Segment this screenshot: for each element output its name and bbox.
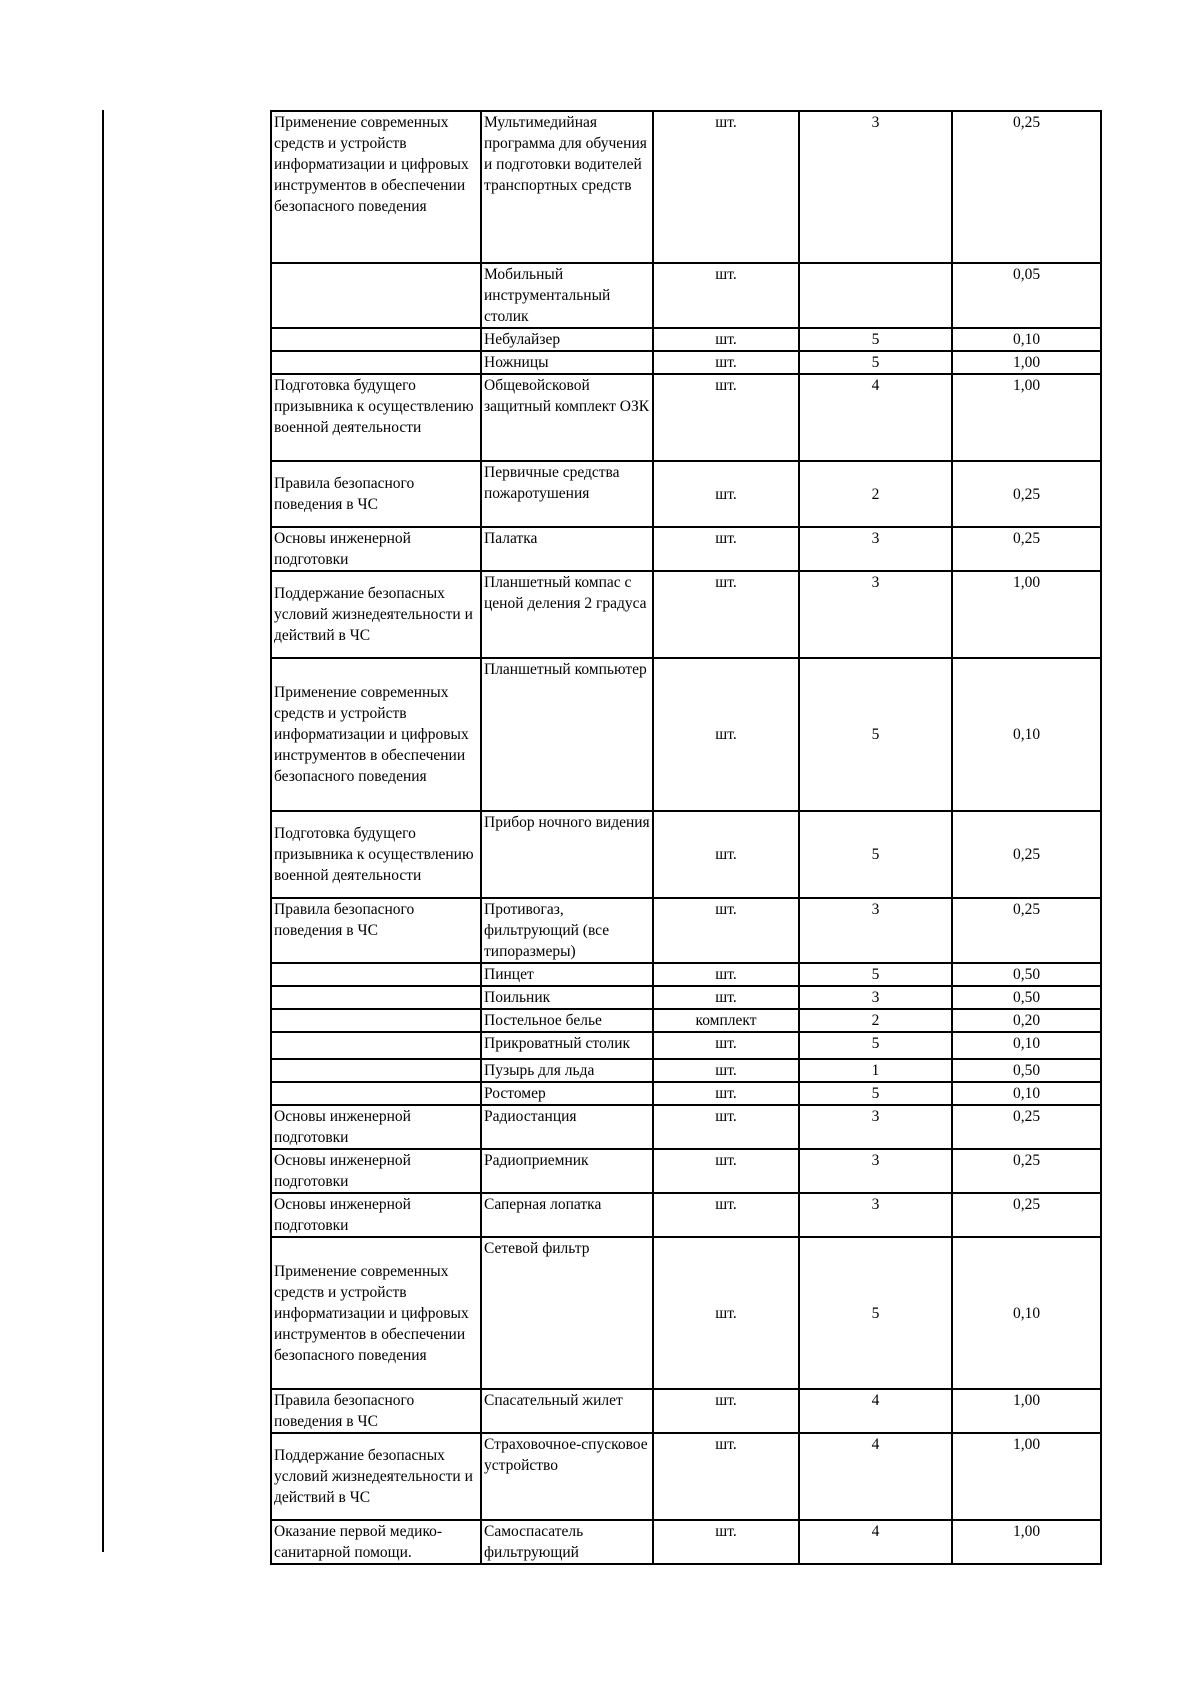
- cell-quantity: 1: [799, 1059, 952, 1082]
- cell-section: Правила безопасного поведения в ЧС: [271, 1389, 481, 1433]
- cell-quantity: [799, 263, 952, 328]
- cell-coefficient: 0,25: [952, 527, 1101, 571]
- cell-section: Применение современных средств и устройств информатизации и цифровых инструментов в обеспечении безопасного поведения: [271, 658, 481, 811]
- cell-quantity: 5: [799, 1237, 952, 1389]
- cell-coefficient: 1,00: [952, 571, 1101, 658]
- cell-quantity: 3: [799, 986, 952, 1009]
- table-row: [271, 351, 1101, 374]
- cell-section: Основы инженерной подготовки: [271, 1149, 481, 1193]
- cell-coefficient: 0,05: [952, 263, 1101, 328]
- table-row: [271, 1520, 1101, 1564]
- equipment-table-body: [271, 111, 1101, 1564]
- cell-section: [271, 1082, 481, 1105]
- cell-item: Саперная лопатка: [481, 1193, 653, 1237]
- cell-section: [271, 1009, 481, 1032]
- cell-section: Правила безопасного поведения в ЧС: [271, 898, 481, 963]
- table-row: [271, 111, 1101, 263]
- cell-item: Небулайзер: [481, 328, 653, 351]
- cell-item: Радиоприемник: [481, 1149, 653, 1193]
- cell-unit: шт.: [653, 1433, 799, 1520]
- cell-item: Прикроватный столик: [481, 1032, 653, 1059]
- cell-coefficient: 0,10: [952, 658, 1101, 811]
- cell-section: Поддержание безопасных условий жизнедеятельности и действий в ЧС: [271, 1433, 481, 1520]
- table-row: [271, 1389, 1101, 1433]
- cell-section: [271, 963, 481, 986]
- table-row: [271, 527, 1101, 571]
- cell-unit: комплект: [653, 1009, 799, 1032]
- cell-section: [271, 1032, 481, 1059]
- cell-coefficient: 1,00: [952, 1433, 1101, 1520]
- cell-coefficient: 0,25: [952, 111, 1101, 263]
- cell-unit: шт.: [653, 1389, 799, 1433]
- cell-unit: шт.: [653, 571, 799, 658]
- margin-rule: [102, 110, 104, 1552]
- table-row: [271, 328, 1101, 351]
- cell-unit: шт.: [653, 986, 799, 1009]
- table-row: [271, 1009, 1101, 1032]
- cell-item: Постельное белье: [481, 1009, 653, 1032]
- cell-section: [271, 328, 481, 351]
- table-row: [271, 986, 1101, 1009]
- cell-unit: шт.: [653, 1193, 799, 1237]
- cell-item: Поильник: [481, 986, 653, 1009]
- cell-item: Палатка: [481, 527, 653, 571]
- cell-coefficient: 0,10: [952, 328, 1101, 351]
- table-row: [271, 1193, 1101, 1237]
- table-row: [271, 1082, 1101, 1105]
- cell-item: Пузырь для льда: [481, 1059, 653, 1082]
- cell-quantity: 3: [799, 571, 952, 658]
- cell-section: Применение современных средств и устройств информатизации и цифровых инструментов в обеспечении безопасного поведения: [271, 111, 481, 263]
- table-row: [271, 1105, 1101, 1149]
- cell-section: Основы инженерной подготовки: [271, 1105, 481, 1149]
- table-row: [271, 1149, 1101, 1193]
- cell-item: Планшетный компас с ценой деления 2 градуса: [481, 571, 653, 658]
- cell-quantity: 4: [799, 1520, 952, 1564]
- cell-coefficient: 1,00: [952, 1389, 1101, 1433]
- cell-quantity: 3: [799, 527, 952, 571]
- cell-item: Самоспасатель фильтрующий: [481, 1520, 653, 1564]
- cell-coefficient: 1,00: [952, 351, 1101, 374]
- cell-coefficient: 0,10: [952, 1237, 1101, 1389]
- table-row: [271, 263, 1101, 328]
- cell-coefficient: 0,10: [952, 1082, 1101, 1105]
- cell-unit: шт.: [653, 461, 799, 527]
- cell-item: Радиостанция: [481, 1105, 653, 1149]
- cell-coefficient: 0,25: [952, 1193, 1101, 1237]
- cell-coefficient: 0,50: [952, 1059, 1101, 1082]
- cell-coefficient: 0,10: [952, 1032, 1101, 1059]
- cell-section: [271, 1059, 481, 1082]
- cell-section: Подготовка будущего призывника к осуществлению военной деятельности: [271, 811, 481, 898]
- table-row: [271, 571, 1101, 658]
- equipment-table: [270, 110, 1102, 1565]
- cell-quantity: 3: [799, 111, 952, 263]
- cell-quantity: 3: [799, 1149, 952, 1193]
- cell-item: Мобильный инструментальный столик: [481, 263, 653, 328]
- cell-item: Противогаз, фильтрующий (все типоразмеры): [481, 898, 653, 963]
- cell-unit: шт.: [653, 111, 799, 263]
- cell-unit: шт.: [653, 1032, 799, 1059]
- cell-item: Общевойсковой защитный комплект ОЗК: [481, 374, 653, 461]
- cell-unit: шт.: [653, 1149, 799, 1193]
- cell-coefficient: 0,25: [952, 1149, 1101, 1193]
- table-row: [271, 658, 1101, 811]
- cell-quantity: 3: [799, 898, 952, 963]
- cell-item: Ножницы: [481, 351, 653, 374]
- table-row: [271, 963, 1101, 986]
- cell-coefficient: 1,00: [952, 374, 1101, 461]
- cell-unit: шт.: [653, 811, 799, 898]
- cell-item: Планшетный компьютер: [481, 658, 653, 811]
- cell-coefficient: 1,00: [952, 1520, 1101, 1564]
- cell-quantity: 5: [799, 1082, 952, 1105]
- cell-unit: шт.: [653, 351, 799, 374]
- cell-item: Пинцет: [481, 963, 653, 986]
- cell-coefficient: 0,50: [952, 986, 1101, 1009]
- cell-unit: шт.: [653, 527, 799, 571]
- cell-section: Правила безопасного поведения в ЧС: [271, 461, 481, 527]
- cell-quantity: 5: [799, 351, 952, 374]
- cell-unit: шт.: [653, 963, 799, 986]
- cell-quantity: 5: [799, 328, 952, 351]
- cell-quantity: 3: [799, 1105, 952, 1149]
- cell-quantity: 4: [799, 374, 952, 461]
- cell-item: Сетевой фильтр: [481, 1237, 653, 1389]
- table-row: [271, 1237, 1101, 1389]
- cell-quantity: 5: [799, 1032, 952, 1059]
- cell-coefficient: 0,20: [952, 1009, 1101, 1032]
- cell-unit: шт.: [653, 1520, 799, 1564]
- cell-unit: шт.: [653, 658, 799, 811]
- cell-coefficient: 0,25: [952, 811, 1101, 898]
- cell-section: Подготовка будущего призывника к осуществлению военной деятельности: [271, 374, 481, 461]
- cell-unit: шт.: [653, 328, 799, 351]
- cell-item: Ростомер: [481, 1082, 653, 1105]
- cell-section: [271, 351, 481, 374]
- cell-quantity: 5: [799, 963, 952, 986]
- table-row: [271, 461, 1101, 527]
- cell-unit: шт.: [653, 1105, 799, 1149]
- cell-item: Спасательный жилет: [481, 1389, 653, 1433]
- cell-item: Мультимедийная программа для обучения и подготовки водителей транспортных средств: [481, 111, 653, 263]
- cell-section: Применение современных средств и устройств информатизации и цифровых инструментов в обеспечении безопасного поведения: [271, 1237, 481, 1389]
- cell-quantity: 2: [799, 1009, 952, 1032]
- cell-quantity: 4: [799, 1389, 952, 1433]
- table-row: [271, 1032, 1101, 1059]
- cell-coefficient: 0,50: [952, 963, 1101, 986]
- table-row: [271, 1433, 1101, 1520]
- cell-unit: шт.: [653, 1059, 799, 1082]
- cell-unit: шт.: [653, 263, 799, 328]
- cell-section: [271, 263, 481, 328]
- cell-unit: шт.: [653, 1237, 799, 1389]
- table-row: [271, 1059, 1101, 1082]
- table-row: [271, 811, 1101, 898]
- cell-quantity: 5: [799, 658, 952, 811]
- table-row: [271, 374, 1101, 461]
- cell-section: Поддержание безопасных условий жизнедеятельности и действий в ЧС: [271, 571, 481, 658]
- cell-section: [271, 986, 481, 1009]
- table-row: [271, 898, 1101, 963]
- cell-section: Основы инженерной подготовки: [271, 1193, 481, 1237]
- cell-item: Прибор ночного видения: [481, 811, 653, 898]
- cell-quantity: 2: [799, 461, 952, 527]
- cell-quantity: 3: [799, 1193, 952, 1237]
- cell-item: Первичные средства пожаротушения: [481, 461, 653, 527]
- cell-quantity: 5: [799, 811, 952, 898]
- cell-item: Страховочное-спусковое устройство: [481, 1433, 653, 1520]
- cell-quantity: 4: [799, 1433, 952, 1520]
- cell-coefficient: 0,25: [952, 898, 1101, 963]
- cell-section: Оказание первой медико-санитарной помощи.: [271, 1520, 481, 1564]
- cell-coefficient: 0,25: [952, 461, 1101, 527]
- cell-section: Основы инженерной подготовки: [271, 527, 481, 571]
- cell-coefficient: 0,25: [952, 1105, 1101, 1149]
- cell-unit: шт.: [653, 374, 799, 461]
- cell-unit: шт.: [653, 898, 799, 963]
- cell-unit: шт.: [653, 1082, 799, 1105]
